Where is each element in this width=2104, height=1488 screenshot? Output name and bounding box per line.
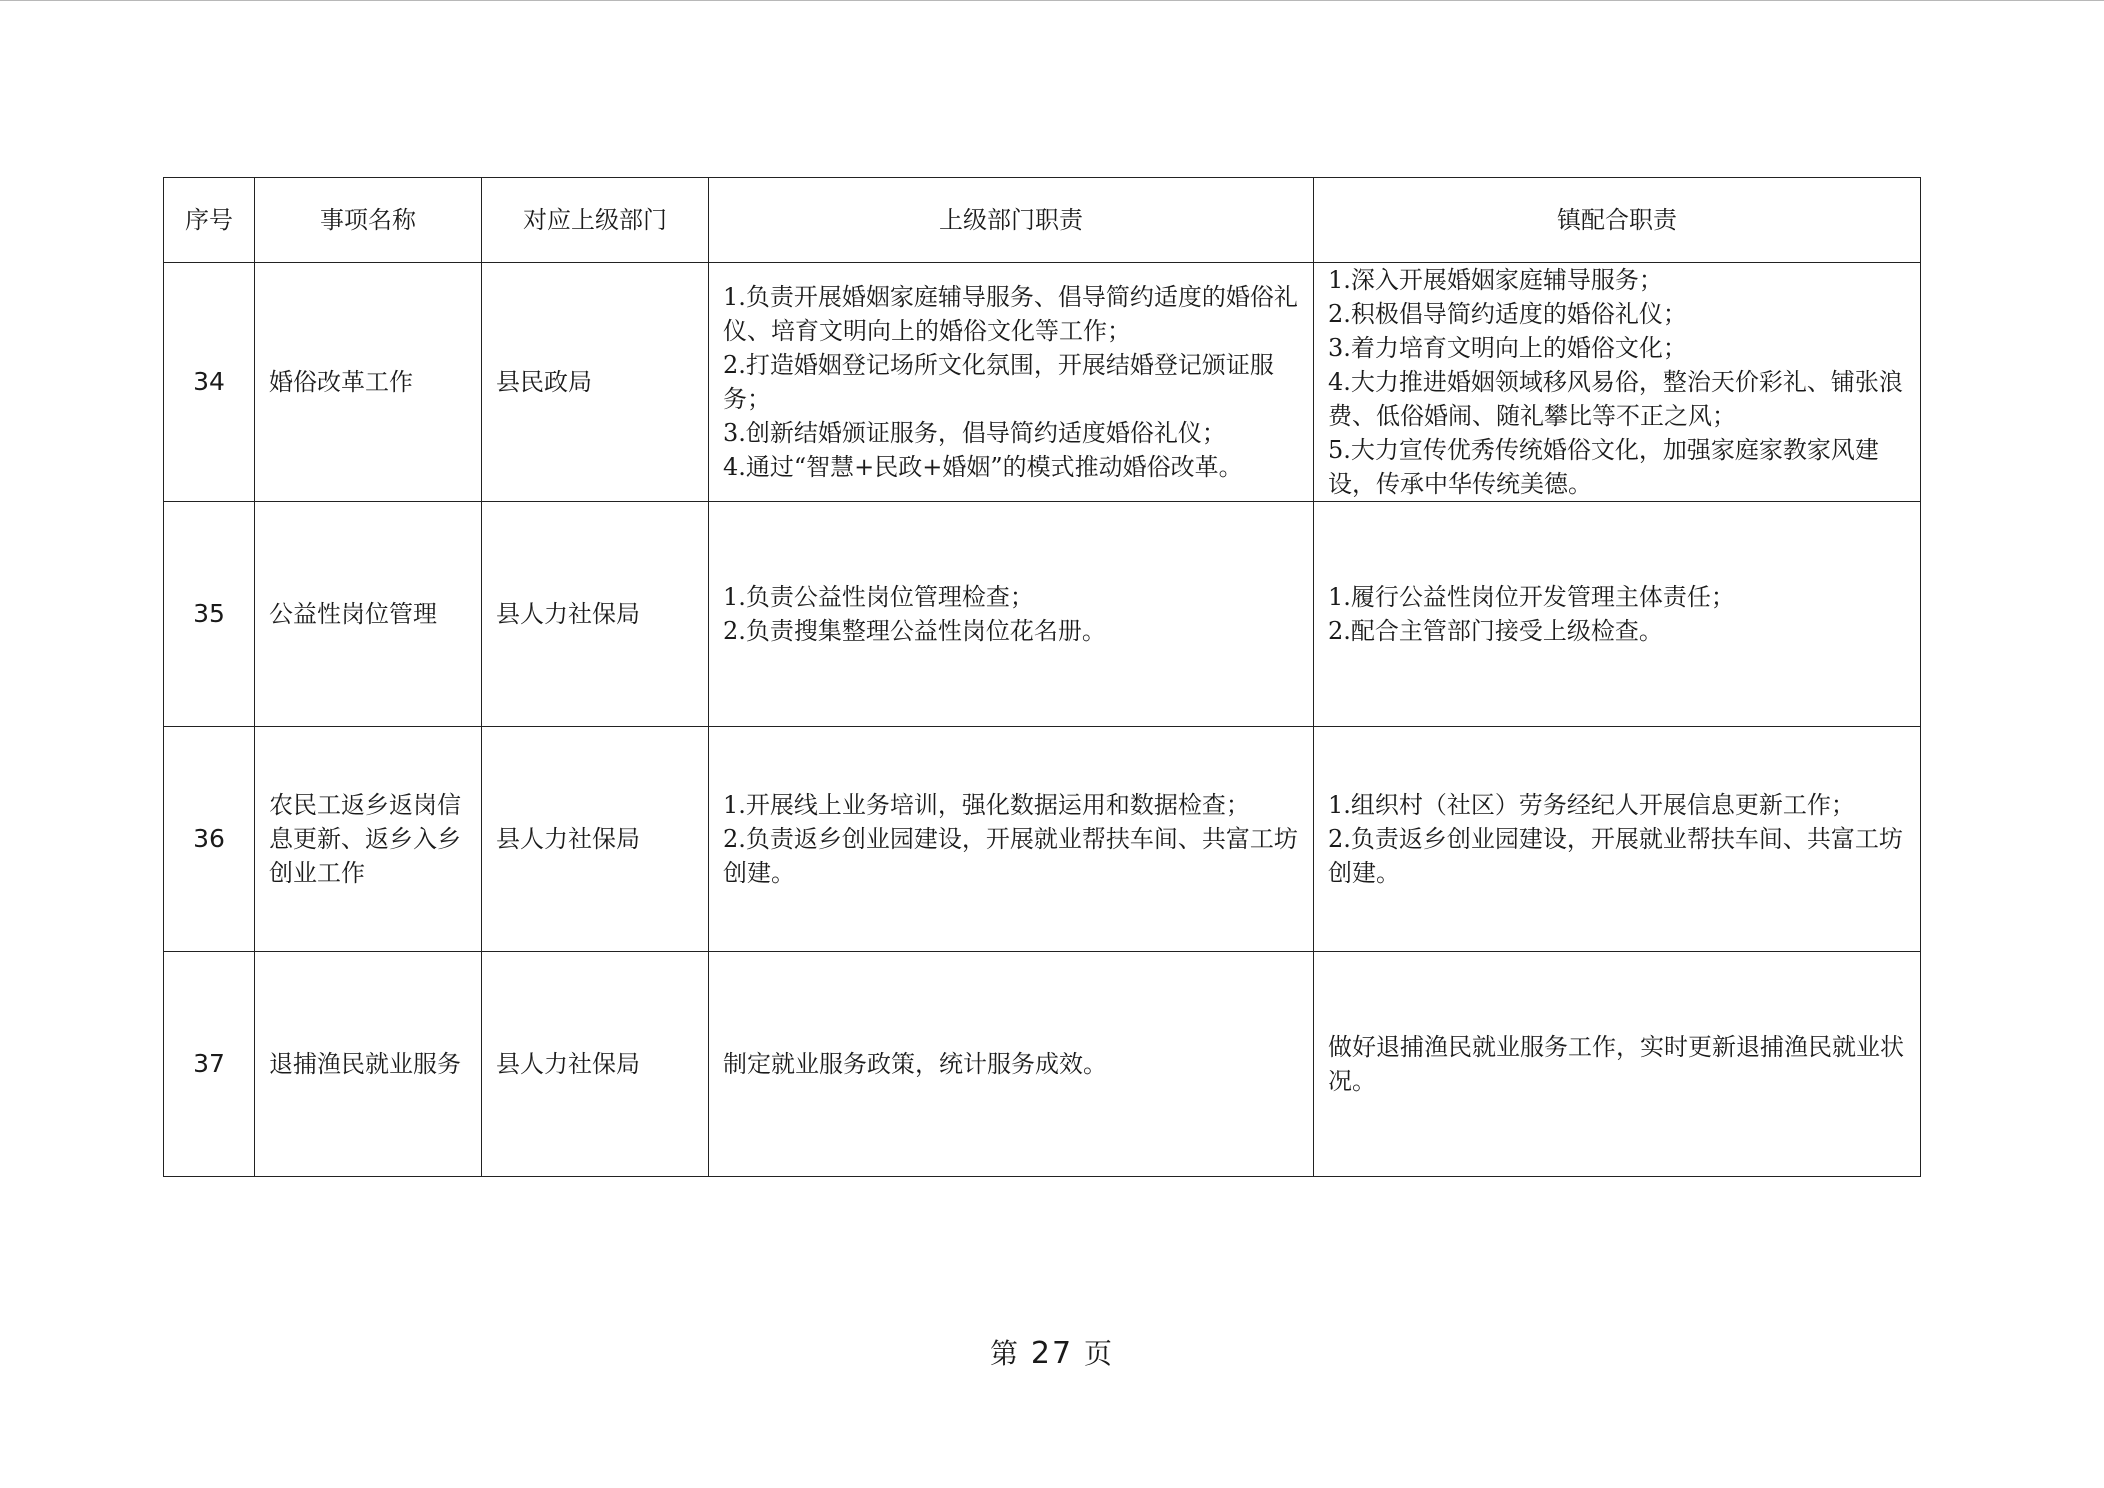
item-name-cell: 婚俗改革工作 — [255, 263, 482, 502]
town-duty-cell: 1.深入开展婚姻家庭辅导服务； 2.积极倡导简约适度的婚俗礼仪； 3.着力培育文明向上的婚俗文化； 4.大力推进婚姻领域移风易俗，整治天价彩礼、铺张浪费、低俗婚闹、随礼攀比等不正之风； 5.大力宣传优秀传统婚俗文化，加强家庭家教家风建设，传承中华传统美德。 — [1314, 263, 1921, 502]
serial-no-cell: 36 — [164, 727, 255, 952]
department-cell: 县人力社保局 — [482, 502, 709, 727]
page-number-suffix: 页 — [1084, 1337, 1115, 1370]
town-duty-cell: 1.组织村（社区）劳务经纪人开展信息更新工作； 2.负责返乡创业园建设，开展就业帮扶车间、共富工坊创建。 — [1314, 727, 1921, 952]
department-cell: 县民政局 — [482, 263, 709, 502]
town-duty-cell: 做好退捕渔民就业服务工作，实时更新退捕渔民就业状况。 — [1314, 952, 1921, 1177]
item-name-cell: 公益性岗位管理 — [255, 502, 482, 727]
town-duty-cell: 1.履行公益性岗位开发管理主体责任； 2.配合主管部门接受上级检查。 — [1314, 502, 1921, 727]
header-upper-duty: 上级部门职责 — [709, 178, 1314, 263]
serial-no-cell: 35 — [164, 502, 255, 727]
header-upper-department: 对应上级部门 — [482, 178, 709, 263]
header-serial-no: 序号 — [164, 178, 255, 263]
upper-duty-cell: 1.负责公益性岗位管理检查； 2.负责搜集整理公益性岗位花名册。 — [709, 502, 1314, 727]
upper-duty-cell: 1.负责开展婚姻家庭辅导服务、倡导简约适度的婚俗礼仪、培育文明向上的婚俗文化等工作； 2.打造婚姻登记场所文化氛围，开展结婚登记颁证服务； 3.创新结婚颁证服务，倡导简约适度婚俗礼仪； 4.通过“智慧+民政+婚姻”的模式推动婚俗改革。 — [709, 263, 1314, 502]
table-row — [164, 263, 1921, 502]
serial-no-cell: 34 — [164, 263, 255, 502]
item-name-cell: 农民工返乡返岗信息更新、返乡入乡创业工作 — [255, 727, 482, 952]
department-cell: 县人力社保局 — [482, 727, 709, 952]
page-top-border — [0, 0, 2104, 1]
header-item-name: 事项名称 — [255, 178, 482, 263]
table-row — [164, 952, 1921, 1177]
item-name-cell: 退捕渔民就业服务 — [255, 952, 482, 1177]
header-town-duty: 镇配合职责 — [1314, 178, 1921, 263]
department-cell: 县人力社保局 — [482, 952, 709, 1177]
duty-table — [163, 177, 1921, 1177]
upper-duty-cell: 制定就业服务政策，统计服务成效。 — [709, 952, 1314, 1177]
table-row — [164, 502, 1921, 727]
table-row — [164, 727, 1921, 952]
upper-duty-cell: 1.开展线上业务培训，强化数据运用和数据检查； 2.负责返乡创业园建设，开展就业帮扶车间、共富工坊创建。 — [709, 727, 1314, 952]
table-header-row — [164, 178, 1921, 263]
page-number-value: 27 — [1030, 1336, 1074, 1371]
page-number-prefix: 第 — [989, 1337, 1020, 1370]
page-number — [0, 1332, 2104, 1372]
serial-no-cell: 37 — [164, 952, 255, 1177]
